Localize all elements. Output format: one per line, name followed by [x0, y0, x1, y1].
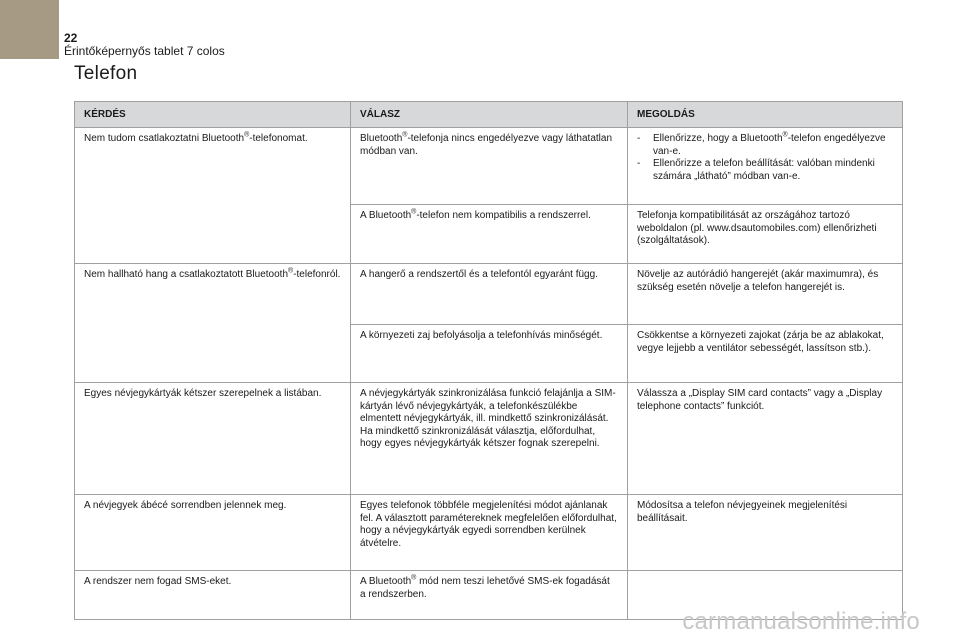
solution-cell: [628, 128, 903, 205]
question-text: -telefonról.: [293, 269, 341, 280]
answer-cell: A környezeti zaj befolyásolja a telefonhívás minőségét.: [351, 325, 628, 383]
answer-text: -telefonja nincs engedélyezve vagy láthatatlan módban van.: [360, 133, 613, 157]
table-row: [75, 495, 903, 571]
answer-cell: [351, 571, 628, 620]
question-cell: [75, 264, 351, 383]
bullet-item: - Ellenőrizze, hogy a Bluetooth®-telefon engedélyezve van-e.: [637, 131, 886, 157]
solution-cell: Válassza a „Display SIM card contacts” vagy a „Display telephone contacts” funkciót.: [628, 383, 903, 495]
solution-cell: Telefonja kompatibilitását az országához tartozó weboldalon (pl. www.dsautomobiles.com) ellenőrizheti (szolgáltatások).: [628, 205, 903, 264]
registered-mark: ®: [288, 267, 294, 275]
watermark: carmanualsonline.info: [682, 608, 920, 635]
solution-cell: Csökkentse a környezeti zajokat (zárja be az ablakokat, vegye lejjebb a ventilátor sebességét, lassítson stb.).: [628, 325, 903, 383]
question-cell: [75, 128, 351, 264]
answer-cell: A névjegykártyák szinkronizálása funkció felajánlja a SIM-kártyán lévő névjegykártyák, a telefonkészülékbe elmentett névjegykártyák, ill. mindkettő szinkronizálását. Ha mindkettő szinkronizálását választja, előfordulhat, hogy egyes névjegykártyák kétszer fognak szerepelni.: [351, 383, 628, 495]
table-header-row: [75, 102, 903, 128]
bullet-item: - Ellenőrizze a telefon beállítását: valóban mindenki számára „látható” módban van-e.: [637, 158, 893, 183]
page-title: Telefon: [74, 63, 138, 84]
question-text: Nem hallható hang a csatlakoztatott Bluetooth: [84, 269, 289, 280]
solution-text: Ellenőrizze, hogy a Bluetooth: [653, 133, 783, 144]
solution-text: Ellenőrizze a telefon beállítását: valóban mindenki számára „látható” módban van-e.: [653, 158, 875, 182]
answer-text: Bluetooth: [360, 133, 403, 144]
answer-text: -telefon nem kompatibilis a rendszerrel.: [416, 210, 591, 221]
question-cell: A névjegyek ábécé sorrendben jelennek meg.: [75, 495, 351, 571]
registered-mark: ®: [244, 131, 250, 139]
answer-text: A Bluetooth: [360, 210, 412, 221]
solution-cell: Módosítsa a telefon névjegyeinek megjelenítési beállításait.: [628, 495, 903, 571]
registered-mark: ®: [782, 131, 788, 139]
solution-cell: Növelje az autórádió hangerejét (akár maximumra), és szükség esetén növelje a telefon hangerejét is.: [628, 264, 903, 325]
table-row: [75, 264, 903, 325]
page-number: 22: [64, 31, 78, 45]
header-answer: VÁLASZ: [351, 102, 628, 128]
solution-text: -telefon engedélyezve van-e.: [653, 133, 886, 157]
table-row: [75, 128, 903, 205]
answer-text: mód nem teszi lehetővé SMS-ek fogadását a rendszerben.: [360, 576, 610, 600]
answer-cell: [351, 205, 628, 264]
answer-cell: Egyes telefonok többféle megjelenítési módot ajánlanak fel. A választott paramétereknek megfelelően előfordulhat, hogy a névjegykártyák egyedi sorrendben kerülnek átvételre.: [351, 495, 628, 571]
faq-table: [74, 101, 903, 620]
question-text: -telefonomat.: [249, 133, 308, 144]
question-cell: A rendszer nem fogad SMS-eket.: [75, 571, 351, 620]
registered-mark: ®: [402, 131, 408, 139]
registered-mark: ®: [411, 208, 417, 216]
answer-text: A Bluetooth: [360, 576, 412, 587]
corner-tab: [0, 0, 59, 59]
table-row: [75, 383, 903, 495]
answer-cell: [351, 128, 628, 205]
header-solution: MEGOLDÁS: [628, 102, 903, 128]
section-title: Érintőképernyős tablet 7 colos: [64, 44, 225, 58]
question-text: Nem tudom csatlakoztatni Bluetooth: [84, 133, 245, 144]
registered-mark: ®: [411, 574, 417, 582]
question-cell: Egyes névjegykártyák kétszer szerepelnek a listában.: [75, 383, 351, 495]
header-question: KÉRDÉS: [75, 102, 351, 128]
answer-cell: A hangerő a rendszertől és a telefontól egyaránt függ.: [351, 264, 628, 325]
